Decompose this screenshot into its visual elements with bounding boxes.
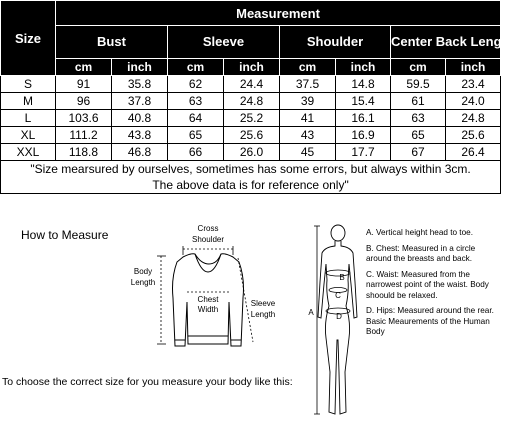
letter-a: A (308, 308, 314, 317)
chest-width-label-2: Width (197, 305, 219, 314)
measurement-cell: 41 (280, 110, 336, 127)
body-length-label-1: Body (133, 267, 153, 276)
chest-width-label-1: Chest (197, 295, 219, 304)
unit-header: cm (168, 59, 224, 76)
measurement-cell: 24.8 (446, 110, 501, 127)
size-row (1, 76, 501, 93)
measurement-cell: 25.6 (446, 127, 501, 144)
measurement-cell: 65 (168, 127, 224, 144)
letter-c: C (335, 291, 341, 300)
measurement-cell: 15.4 (336, 93, 391, 110)
measurement-cell: 63 (391, 110, 446, 127)
cross-shoulder-label-2: Shoulder (191, 235, 225, 244)
size-row (1, 127, 501, 144)
note-b: B. Chest: Measured in a circle around the breasts and back. (366, 243, 476, 263)
measurement-cell: 43 (280, 127, 336, 144)
size-row (1, 144, 501, 161)
unit-header: inch (224, 59, 280, 76)
measurement-cell: 35.8 (112, 76, 168, 93)
size-note-line2: The above data is for reference only" (152, 178, 349, 192)
center-back-length-header: Center Back Length (391, 26, 501, 59)
measurement-cell: 24.8 (224, 93, 280, 110)
unit-header: cm (56, 59, 112, 76)
measurement-cell: 96 (56, 93, 112, 110)
measurement-cell: 65 (391, 127, 446, 144)
measurement-cell: 25.6 (224, 127, 280, 144)
measurement-cell: 103.6 (56, 110, 112, 127)
choose-size-text: To choose the correct size for you measure your body like this: (2, 376, 293, 388)
measurement-cell: 59.5 (391, 76, 446, 93)
measurement-cell: 91 (56, 76, 112, 93)
unit-header: inch (336, 59, 391, 76)
body-measure-notes (366, 228, 498, 343)
how-to-measure-title: How to Measure (21, 228, 109, 242)
body-length-label-2: Length (130, 278, 156, 287)
measurement-cell: 64 (168, 110, 224, 127)
measurement-cell: 62 (168, 76, 224, 93)
note-a: A. Vertical height head to toe. (366, 228, 473, 237)
sweater-measure-diagram (125, 222, 285, 354)
size-chart-table (0, 0, 514, 194)
measurement-cell: 66 (168, 144, 224, 161)
measurement-cell: 39 (280, 93, 336, 110)
measurement-cell: 46.8 (112, 144, 168, 161)
sleeve-length-label-2: Length (250, 310, 276, 319)
size-label-cell: XL (1, 127, 56, 144)
size-note (1, 161, 501, 194)
size-label-cell: S (1, 76, 56, 93)
unit-header: inch (112, 59, 168, 76)
size-label-cell: L (1, 110, 56, 127)
measurement-cell: 16.9 (336, 127, 391, 144)
size-row (1, 110, 501, 127)
measurement-cell: 45 (280, 144, 336, 161)
size-label-cell: XXL (1, 144, 56, 161)
bust-header: Bust (56, 26, 168, 59)
measurement-cell: 118.8 (56, 144, 112, 161)
measurement-cell: 61 (391, 93, 446, 110)
measurement-cell: 111.2 (56, 127, 112, 144)
size-label-cell: M (1, 93, 56, 110)
sleeve-header: Sleeve (168, 26, 280, 59)
note-c: C. Waist: Measured from the narrowest point of the waist. Body shoould be relaxed. (366, 269, 489, 300)
measurement-cell: 40.8 (112, 110, 168, 127)
measurement-cell: 23.4 (446, 76, 501, 93)
letter-b: B (339, 273, 345, 282)
measurement-cell: 67 (391, 144, 446, 161)
measurement-header: Measurement (56, 1, 501, 26)
cross-shoulder-label-1: Cross (197, 224, 219, 233)
measurement-cell: 43.8 (112, 127, 168, 144)
unit-header: inch (446, 59, 501, 76)
letter-d: D (336, 312, 342, 321)
measurement-cell: 16.1 (336, 110, 391, 127)
measurement-cell: 17.7 (336, 144, 391, 161)
measurement-cell: 37.8 (112, 93, 168, 110)
sleeve-length-label-1: Sleeve (250, 299, 276, 308)
size-note-line1: "Size mearsured by ourselves, sometimes has some errors, but always within 3cm. (30, 162, 471, 176)
measurement-cell: 14.8 (336, 76, 391, 93)
shoulder-header: Shoulder (280, 26, 391, 59)
unit-header: cm (391, 59, 446, 76)
size-row (1, 93, 501, 110)
measurement-cell: 25.2 (224, 110, 280, 127)
measurement-cell: 63 (168, 93, 224, 110)
measurement-cell: 37.5 (280, 76, 336, 93)
measurement-cell: 24.0 (446, 93, 501, 110)
measurement-cell: 26.0 (224, 144, 280, 161)
note-d: D. Hips: Measured around the rear. Basic Meaurements of the Human Body (366, 306, 494, 336)
unit-header: cm (280, 59, 336, 76)
measurement-cell: 26.4 (446, 144, 501, 161)
measurement-cell: 24.4 (224, 76, 280, 93)
size-column-header: Size (1, 1, 56, 76)
body-measure-figure (305, 222, 367, 424)
